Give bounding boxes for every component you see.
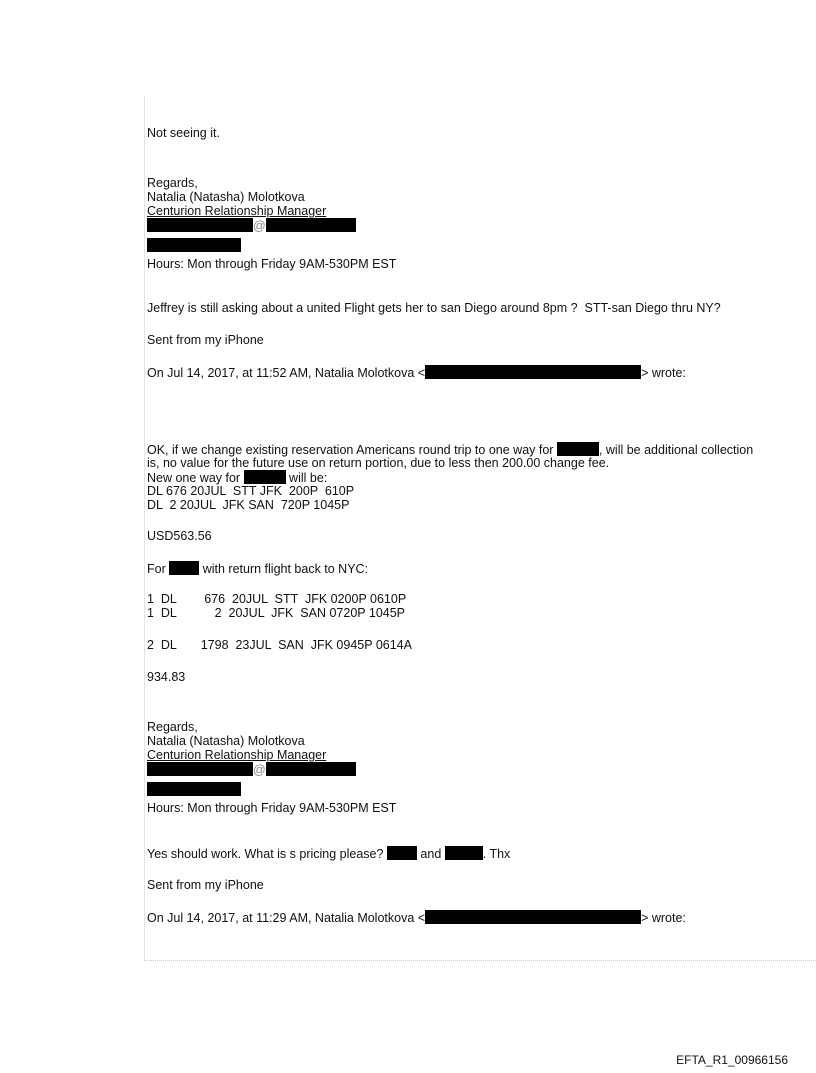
text-part: and — [416, 847, 445, 861]
flight-line: DL 676 20JUL STT JFK 200P 610P — [147, 484, 355, 498]
text-part: OK, if we change existing reservation Americans round trip to one way for — [147, 443, 557, 457]
email-text-no-value: is, no value for the future use on return portion, due to less then 200.00 change fee. — [147, 456, 610, 470]
signature-hours: Hours: Mon through Friday 9AM-530PM EST — [147, 257, 397, 271]
at-symbol: @ — [253, 763, 266, 777]
sent-from-iphone: Sent from my iPhone — [147, 878, 264, 892]
text-part: Yes should work. What is s pricing please? — [147, 847, 387, 861]
signature-email-line-2 — [147, 238, 241, 253]
redaction-box — [147, 218, 253, 232]
reply-header — [147, 365, 686, 380]
signature-regards: Regards, — [147, 176, 198, 190]
flight-line: 2 DL 1798 23JUL SAN JFK 0945P 0614A — [147, 638, 412, 652]
price-one-way: USD563.56 — [147, 529, 212, 543]
reply-header-end: > wrote: — [641, 911, 686, 925]
reply-header-end: > wrote: — [641, 366, 686, 380]
signature-email-line-2 — [147, 782, 241, 797]
email-text-pricing — [147, 846, 510, 861]
signature-name: Natalia (Natasha) Molotkova — [147, 734, 305, 748]
redaction-box — [147, 238, 241, 252]
email-text-new-one-way — [147, 470, 327, 485]
redaction-box — [266, 762, 356, 776]
signature-hours: Hours: Mon through Friday 9AM-530PM EST — [147, 801, 397, 815]
text-part: will be: — [285, 471, 328, 485]
document-id-footer: EFTA_R1_00966156 — [676, 1053, 788, 1067]
signature-email-line — [147, 218, 356, 233]
text-part: with return flight back to NYC: — [199, 562, 369, 576]
redaction-box — [147, 782, 241, 796]
email-text-change-res — [147, 442, 753, 457]
reply-header-text: On Jul 14, 2017, at 11:29 AM, Natalia Molotkova < — [147, 911, 426, 925]
signature-regards: Regards, — [147, 720, 198, 734]
redaction-box — [445, 846, 483, 860]
redaction-box — [557, 442, 599, 456]
flight-line: 1 DL 2 20JUL JFK SAN 0720P 1045P — [147, 606, 406, 620]
email-text-not-seeing: Not seeing it. — [147, 126, 220, 140]
email-text-jeffrey: Jeffrey is still asking about a united Flight gets her to san Diego around 8pm ? STT-san Diego thru NY? — [147, 301, 721, 315]
sent-from-iphone: Sent from my iPhone — [147, 333, 264, 347]
redaction-box — [244, 470, 286, 484]
reply-header — [147, 910, 686, 925]
signature-email-line — [147, 762, 356, 777]
flight-line: DL 2 20JUL JFK SAN 720P 1045P — [147, 498, 350, 512]
signature-title: Centurion Relationship Manager — [147, 748, 327, 762]
price-round-trip: 934.83 — [147, 670, 186, 684]
page-left-rule — [144, 96, 145, 960]
text-part: For — [147, 562, 170, 576]
redaction-box — [147, 762, 253, 776]
redaction-box — [387, 846, 417, 860]
redaction-box — [266, 218, 356, 232]
text-part: New one way for — [147, 471, 244, 485]
signature-title: Centurion Relationship Manager — [147, 204, 327, 218]
redaction-box — [425, 365, 641, 379]
page-bottom-rule — [144, 960, 816, 961]
reply-header-text: On Jul 14, 2017, at 11:52 AM, Natalia Molotkova < — [147, 366, 426, 380]
text-part: , will be additional collection — [598, 443, 754, 457]
flight-line: 1 DL 676 20JUL STT JFK 0200P 0610P — [147, 592, 407, 606]
text-part: . Thx — [482, 847, 511, 861]
email-text-return — [147, 561, 368, 576]
redaction-box — [425, 910, 641, 924]
signature-name: Natalia (Natasha) Molotkova — [147, 190, 305, 204]
redaction-box — [169, 561, 199, 575]
at-symbol: @ — [253, 219, 266, 233]
